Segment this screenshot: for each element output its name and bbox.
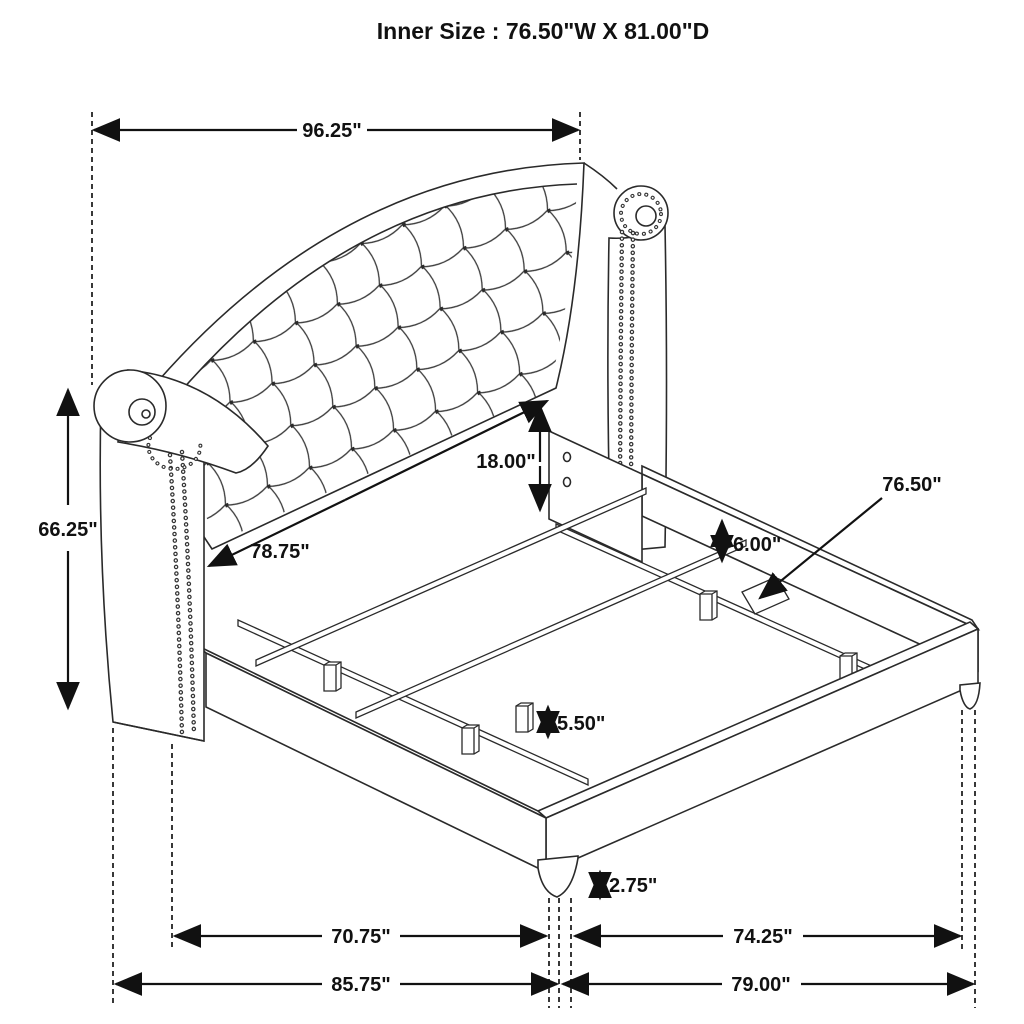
dim-headboard-to-rail-label: 18.00"	[476, 451, 536, 473]
headboard-tufted-panel	[152, 163, 617, 549]
front-corner-leg	[538, 856, 578, 897]
dim-overall-length-back-label: 79.00"	[731, 974, 791, 996]
dim-inner-length-back-label: 74.25"	[733, 926, 793, 948]
footboard-rail	[538, 622, 978, 872]
headboard-peak-to-right-wing	[584, 163, 617, 189]
slat-end-bracket	[742, 577, 789, 614]
rear-corner-leg	[960, 683, 980, 709]
dim-slat-height-label: 5.50"	[557, 713, 606, 735]
dim-inner-width-label: 76.50"	[882, 474, 942, 496]
dim-overall-height-label: 66.25"	[38, 519, 98, 541]
dim-overall-width-label: 96.25"	[302, 120, 362, 142]
dim-foot-height-label: 2.75"	[609, 875, 658, 897]
bracket-screw-hole	[564, 453, 571, 462]
dim-overall-length-front-label: 85.75"	[331, 974, 391, 996]
cross-slat	[356, 540, 746, 718]
inner-size-title: Inner Size : 76.50"W X 81.00"D	[376, 18, 710, 44]
bed-drawing	[94, 163, 980, 897]
dim-inner-length-front-label: 70.75"	[331, 926, 391, 948]
dim-rail-height-label: 6.00"	[733, 534, 782, 556]
dim-headboard-width-label: 78.75"	[250, 541, 310, 563]
bracket-screw-hole	[564, 478, 571, 487]
left-side-rail	[198, 646, 546, 872]
